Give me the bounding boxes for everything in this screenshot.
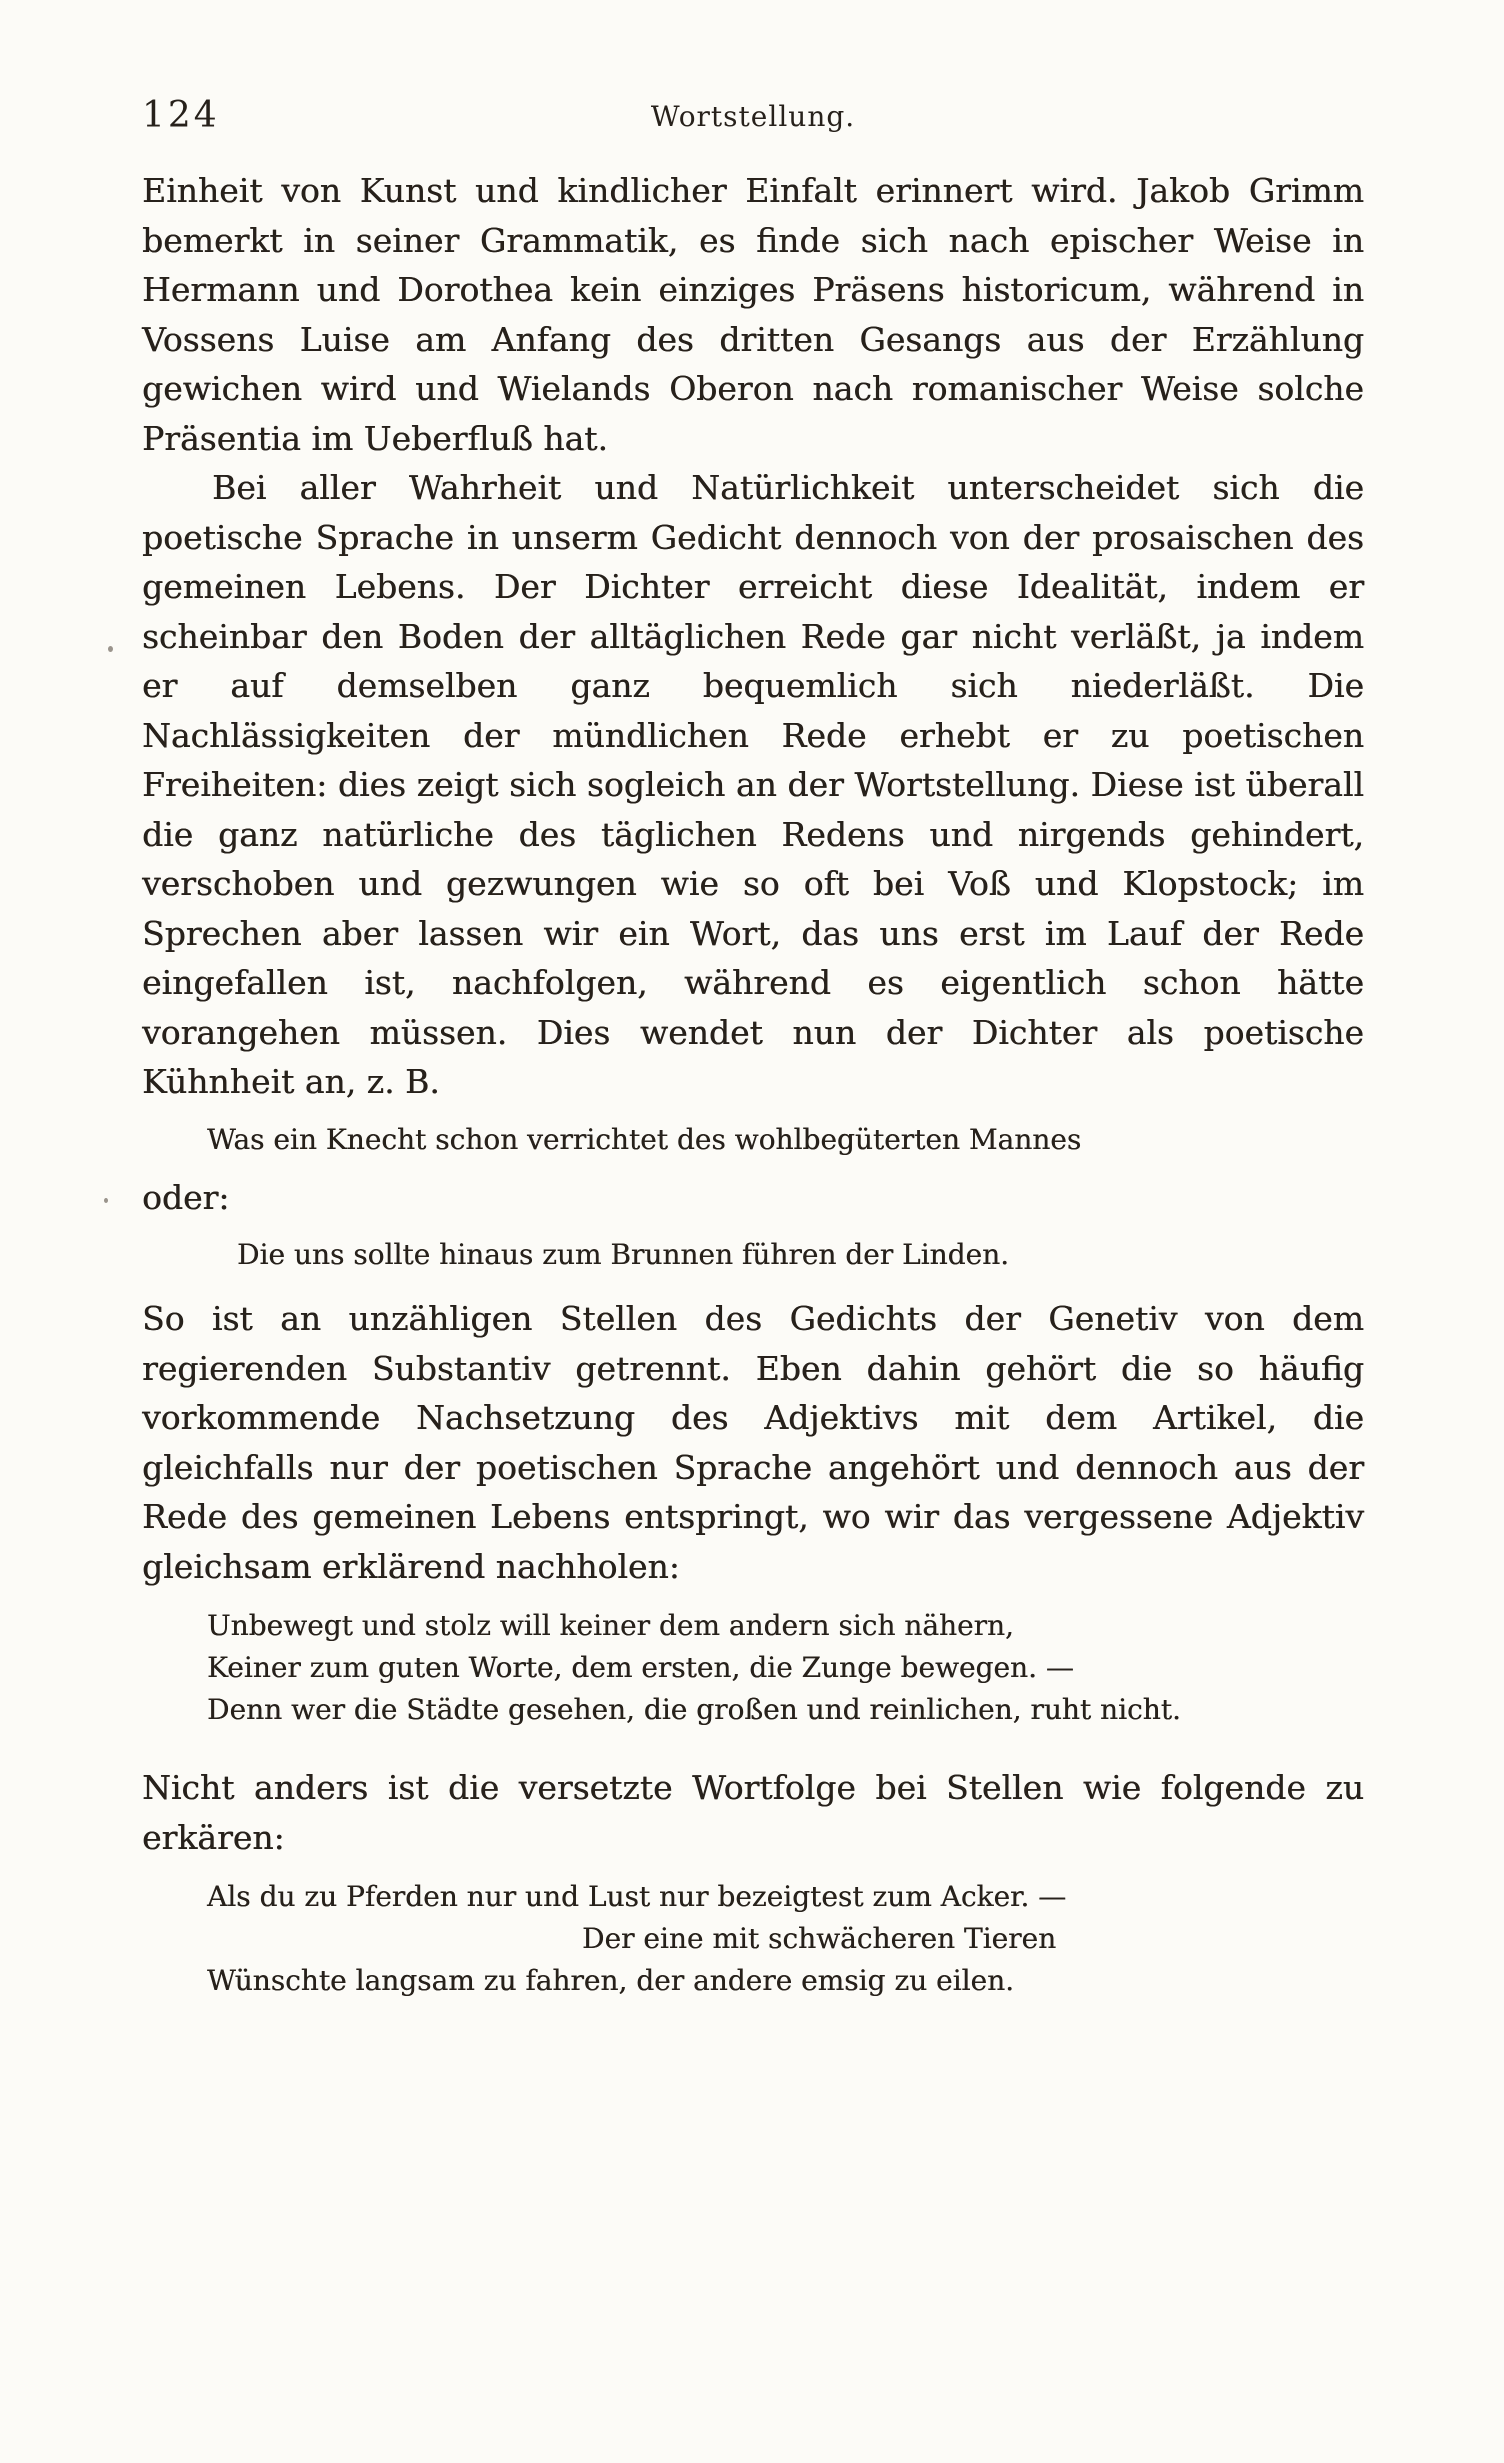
verse-line: Als du zu Pferden nur und Lust nur bezeigtest zum Acker. — (207, 1880, 1067, 1913)
verse-quote-3 (142, 1605, 1364, 1731)
running-header-title: Wortstellung. (650, 100, 856, 133)
verse-line: Die uns sollte hinaus zum Brunnen führen der Linden. (237, 1238, 1009, 1271)
oder-label: oder: (142, 1177, 230, 1217)
scan-speck (108, 646, 113, 652)
verse-line: Was ein Knecht schon verrichtet des wohlbegüterten Mannes (207, 1122, 1082, 1156)
running-head (142, 88, 1364, 140)
scan-speck (104, 1198, 108, 1203)
verse-quote-4 (142, 1876, 1364, 2002)
verse-line: Keiner zum guten Worte, dem ersten, die Zunge bewegen. — (207, 1651, 1074, 1684)
verse-quote-1 (142, 1119, 1364, 1161)
verse-line: Der eine mit schwächeren Tieren (582, 1922, 1057, 1955)
verse-quote-2 (142, 1234, 1364, 1276)
verse-line: Unbewegt und stolz will keiner dem andern sich nähern, (207, 1609, 1014, 1642)
spacer (142, 1749, 1364, 1763)
paragraph-4: Nicht anders ist die versetzte Wortfolge bei Stellen wie folgende zu erkären: (142, 1768, 1364, 1857)
paragraph-3: So ist an unzähligen Stellen des Gedichts der Genetiv von dem regierenden Substantiv getrennt. Eben dahin gehört die so häufig vorkommende Nachsetzung des Adjektivs mit dem Artikel, die gleichfalls nur der poetischen Sprache angehört und dennoch aus der Rede des gemeinen Lebens entspringt, wo wir das vergessene Adjektiv gleichsam erklärend nachholen: (142, 1299, 1364, 1586)
verse-line: Wünschte langsam zu fahren, der andere emsig zu eilen. (207, 1964, 1014, 1997)
text-block (142, 88, 1364, 2020)
paragraph-2: Bei aller Wahrheit und Natürlichkeit unterscheidet sich die poetische Sprache in unserm Gedicht dennoch von der prosaischen des gemeinen Lebens. Der Dichter erreicht diese Idealität, indem er scheinbar den Boden der alltäglichen Rede gar nicht verläßt, ja indem er auf demselben ganz bequemlich sich niederläßt. Die Nachlässigkeiten der mündlichen Rede erhebt er zu poetischen Freiheiten: dies zeigt sich sogleich an der Wortstellung. Diese ist überall die ganz natürliche des täglichen Redens und nirgends gehindert, verschoben und gezwungen wie so oft bei Voß und Klopstock; im Sprechen aber lassen wir ein Wort, das uns erst im Lauf der Rede eingefallen ist, nachfolgen, während es eigentlich schon hätte vorangehen müssen. Dies wendet nun der Dichter als poetische Kühnheit an, z. B. (142, 468, 1364, 1101)
page-number: 124 (142, 95, 220, 136)
verse-line: Denn wer die Städte gesehen, die großen und reinlichen, ruht nicht. (207, 1693, 1181, 1726)
paragraph-1: Einheit von Kunst und kindlicher Einfalt erinnert wird. Jakob Grimm bemerkt in seiner Grammatik, es finde sich nach epischer Weise in Hermann und Dorothea kein einziges Präsens historicum, während in Vossens Luise am Anfang des dritten Gesangs aus der Erzählung gewichen wird und Wielands Oberon nach romanischer Weise solche Präsentia im Ueberfluß hat. (142, 171, 1364, 458)
